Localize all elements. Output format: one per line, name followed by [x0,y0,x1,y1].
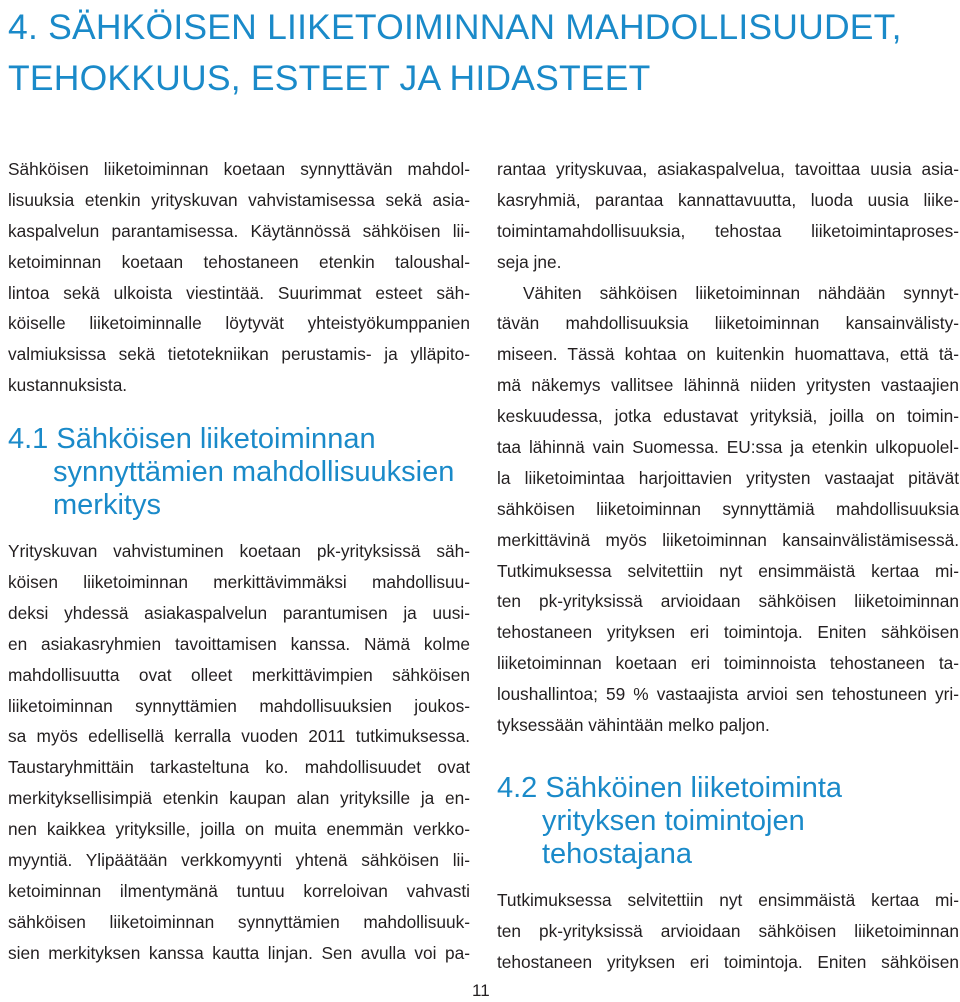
section-heading-line: Sähköisen liiketoiminnan [56,423,376,456]
text-line: ketoiminnan koetaan tehostaneen etenkin taloushal- [8,251,470,272]
section-heading-line: merkitys [53,489,161,522]
section-heading-line: yrityksen toimintojen [542,804,805,837]
text-line: mahdollisuutta ovat olleet merkittävimpien sähköisen [8,664,470,685]
text-line: rantaa yrityskuvaa, asiakaspalvelua, tavoittaa uusia asia- [497,159,959,179]
left-column [8,154,470,969]
text-line: taa lähinnä vain Suomessa. EU:ssa ja etenkin ulkopuolel- [497,437,959,458]
text-line: köiselle liiketoiminnalle löytyvät yhteistyökumppanien [8,313,470,334]
text-line: ten pk-yrityksissä arvioidaan sähköisen liiketoiminnan [497,591,959,612]
text-line: liiketoiminnan synnyttämien mahdollisuuksien joukos- [8,695,470,716]
text-line: merkittävinä myös liiketoiminnan kansainvälistämisessä. [497,529,959,550]
section-4-1-body [8,536,470,968]
paragraph [497,278,959,741]
text-line: lintoa sekä ulkoista viestintää. Suurimmat esteet säh- [8,282,470,303]
text-line: ten pk-yrityksissä arvioidaan sähköisen liiketoiminnan [497,920,959,941]
text-line: tyksessään vähintään melko paljon. [497,715,770,736]
section-heading-line: tehostajana [542,837,692,870]
text-line: sien merkityksen kanssa kautta linjan. Sen avulla voi pa- [8,942,470,963]
page-title-line: TEHOKKUUS, ESTEET JA HIDASTEET [8,58,651,98]
text-line: merkityksellisimpiä etenkin kaupan alan yrityksille ja en- [8,788,470,809]
text-line: loushallintoa; 59 % vastaajista arvioi sen tehostuneen yri- [497,684,959,705]
text-line: keskuudessa, jotka edustavat yrityksiä, joilla on toimin- [497,406,959,427]
section-number: 4.1 [8,423,49,456]
text-line: liiketoiminnan koetaan eri toiminnoista tehostaneen ta- [497,653,959,674]
text-line: valmiuksissa sekä tietotekniikan perustamis- ja ylläpito- [8,344,470,365]
text-line: tehostaneen yrityksen eri toimintoja. Eniten sähköisen [497,622,959,643]
section-heading-line: Sähköinen liiketoiminta [545,771,843,804]
text-line: Tutkimuksessa selvitettiin nyt ensimmäistä kertaa mi- [497,889,959,910]
page-number: 11 [472,981,490,1000]
section-heading-4-1 [8,401,470,536]
text-line: en asiakasryhmien tavoittamisen kanssa. Nämä kolme [8,633,470,654]
section-heading-line: synnyttämien mahdollisuuksien [53,456,455,489]
text-line: köisen liiketoiminnan merkittävimmäksi mahdollisuu- [8,572,470,593]
right-column [497,154,959,978]
text-line: mä näkemys vallitsee lähinnä niiden yritysten vastaajien [497,375,959,396]
text-line: miseen. Tässä kohtaa on kuitenkin huomattava, että tä- [497,344,959,365]
intro-paragraph [8,154,470,401]
text-line: Tutkimuksessa selvitettiin nyt ensimmäistä kertaa mi- [497,560,959,581]
text-line: lisuuksia etenkin yrityskuvan vahvistamisessa sekä asia- [8,189,470,210]
text-line: Taustaryhmittäin tarkasteltuna ko. mahdollisuudet ovat [8,757,470,778]
text-line: sa myös edellisellä kerralla vuoden 2011 tutkimuksessa. [8,726,470,747]
text-line: Sähköisen liiketoiminnan koetaan synnyttävän mahdol- [8,159,470,179]
text-line: kustannuksista. [8,375,128,396]
text-line: toimintamahdollisuuksia, tehostaa liiketoimintaproses- [497,220,959,241]
text-line: nen kaikkea yrityksille, joilla on muita enemmän verkko- [8,819,470,840]
section-4-2-body [497,885,959,978]
text-line: seja jne. [497,251,562,272]
text-line: deksi yhdessä asiakaspalvelun parantumisen ja uusi- [8,602,470,623]
text-line: sähköisen liiketoiminnan synnyttämiä mahdollisuuksia [497,498,959,519]
text-line: kasryhmiä, parantaa kannattavuutta, luoda uusia liike- [497,189,959,210]
section-heading-4-2 [497,741,959,885]
continued-paragraph [497,154,959,278]
text-line: la liiketoimintaa harjoittavien yritysten vastaajat pitävät [497,467,959,488]
text-line: tävän mahdollisuuksia liiketoiminnan kansainvälisty- [497,313,959,334]
text-line: kaspalvelun parantamisessa. Käytännössä sähköisen lii- [8,220,470,241]
page-title [8,2,958,104]
text-line: sähköisen liiketoiminnan synnyttämien mahdollisuuk- [8,911,470,932]
section-number: 4.2 [497,771,538,804]
text-line: Vähiten sähköisen liiketoiminnan nähdään synnyt- [523,282,959,303]
text-line: Yrityskuvan vahvistuminen koetaan pk-yrityksissä säh- [8,541,470,562]
page-title-line: 4. SÄHKÖISEN LIIKETOIMINNAN MAHDOLLISUUDET, [8,7,902,47]
text-line: myyntiä. Ylipäätään verkkomyynti yhtenä sähköisen lii- [8,850,470,871]
text-line: tehostaneen yrityksen eri toimintoja. Eniten sähköisen [497,951,959,972]
text-line: ketoiminnan ilmentymänä tuntuu korreloivan vahvasti [8,880,470,901]
